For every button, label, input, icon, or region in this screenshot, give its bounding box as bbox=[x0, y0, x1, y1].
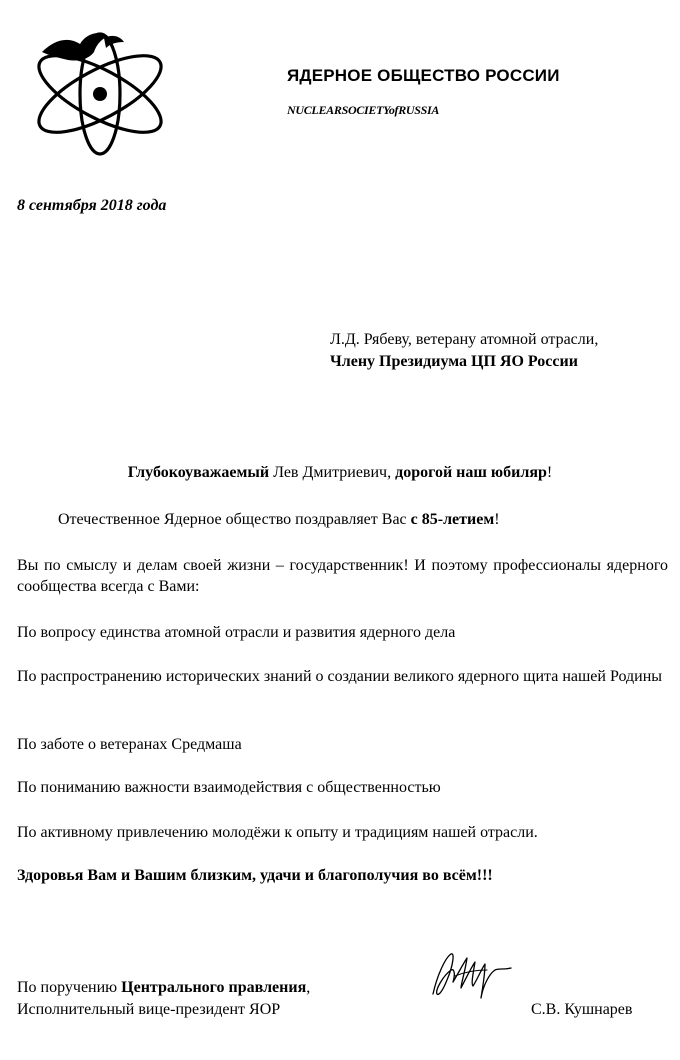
organization-name-ru: ЯДЕРНОЕ ОБЩЕСТВО РОССИИ bbox=[287, 66, 560, 85]
intro-bold: с 85-летием bbox=[410, 511, 495, 528]
signature-line-1-text: По поручению bbox=[17, 979, 122, 996]
salutation-part-2: Лев Дмитриевич, bbox=[269, 464, 396, 481]
signature-line-1-end: , bbox=[306, 979, 311, 996]
salutation-part-4: ! bbox=[546, 464, 553, 481]
intro-text: Отечественное Ядерное общество поздравляет Вас bbox=[58, 511, 411, 528]
paragraph: По заботе о ветеранах Средмаша bbox=[17, 736, 242, 753]
signature-line-2: Исполнительный вице-президент ЯОР bbox=[17, 1001, 281, 1018]
salutation bbox=[0, 464, 680, 482]
paragraph: Вы по смыслу и делам своей жизни – государственник! И поэтому профессионалы ядерного сообщества всегда с Вами: bbox=[17, 557, 668, 595]
signature-line-1-bold: Центрального правления bbox=[121, 979, 307, 996]
letter-date: 8 сентября 2018 года bbox=[17, 197, 167, 214]
paragraph: По пониманию важности взаимодействия с общественностью bbox=[17, 779, 441, 796]
addressee-line-1: Л.Д. Рябеву, ветерану атомной отрасли, bbox=[330, 331, 599, 348]
intro-end: ! bbox=[494, 511, 500, 528]
intro-line bbox=[58, 511, 500, 529]
organization-name-en: NUCLEARSOCIETYofRUSSIA bbox=[287, 103, 440, 117]
closing-wish: Здоровья Вам и Вашим близким, удачи и благополучия во всём!!! bbox=[17, 867, 493, 884]
nuclear-society-logo bbox=[20, 22, 180, 158]
salutation-part-1: Глубокоуважаемый bbox=[127, 464, 270, 481]
signer-name: С.В. Кушнарев bbox=[531, 1001, 633, 1018]
handwritten-signature bbox=[425, 946, 525, 1006]
addressee-line-2: Члену Президиума ЦП ЯО России bbox=[330, 353, 578, 370]
paragraph: По вопросу единства атомной отрасли и развития ядерного дела bbox=[17, 624, 456, 641]
salutation-part-3: дорогой наш юбиляр bbox=[395, 464, 547, 481]
paragraph: По распространению исторических знаний о создании великого ядерного щита нашей Родины bbox=[17, 668, 663, 685]
paragraph: По активному привлечению молодёжи к опыту и традициям нашей отрасли. bbox=[17, 824, 538, 841]
signature-line-1 bbox=[17, 979, 310, 997]
